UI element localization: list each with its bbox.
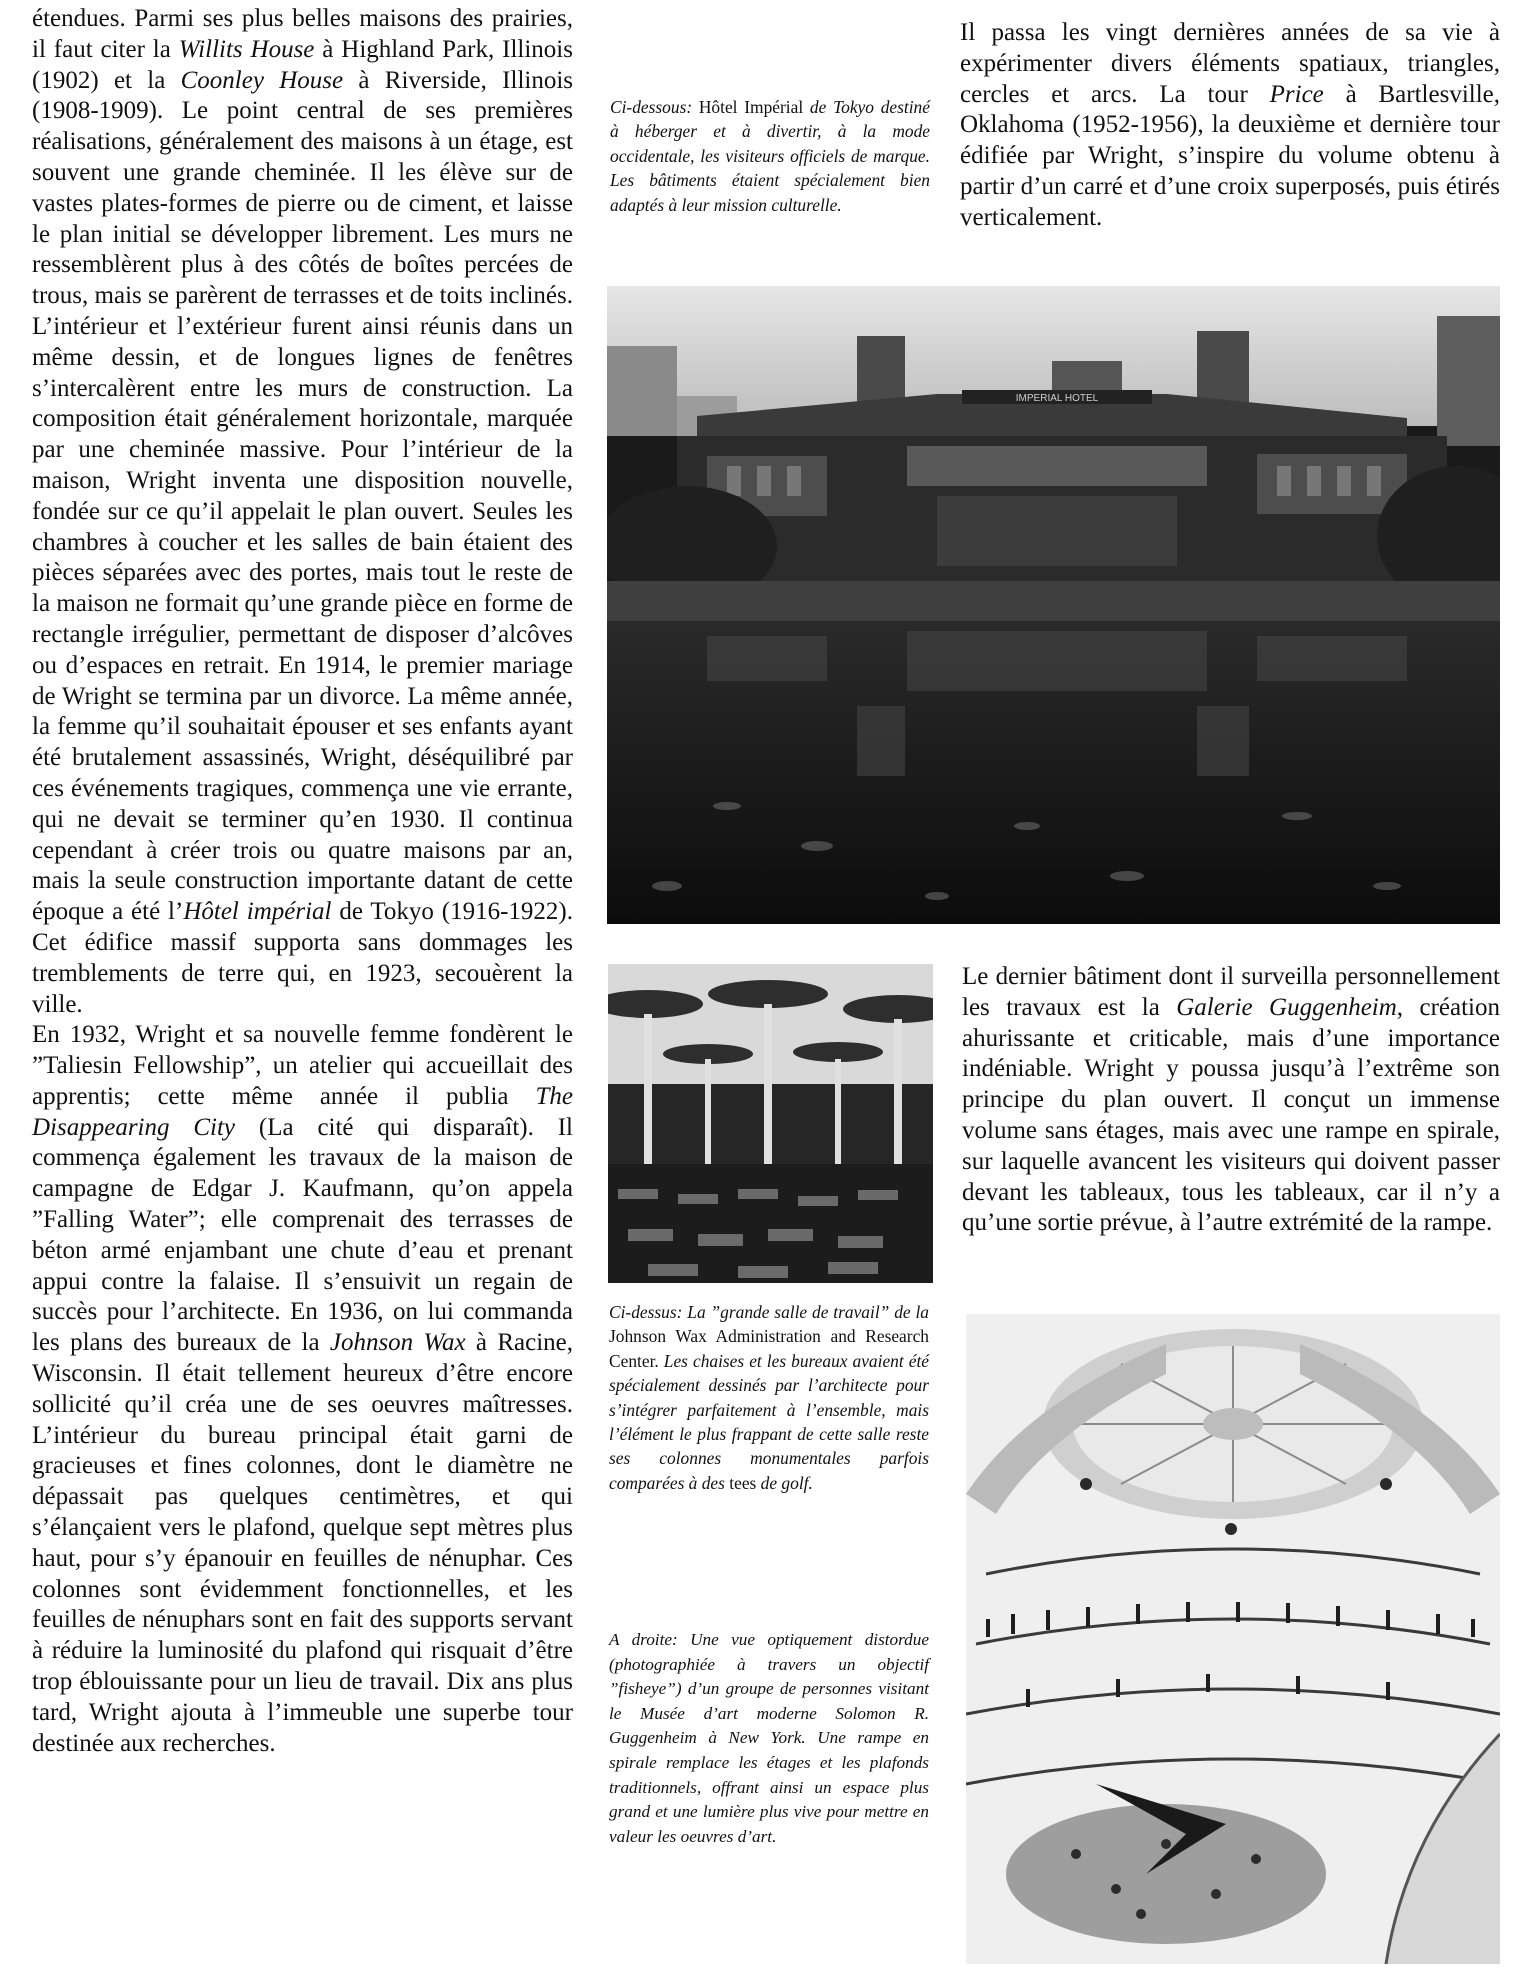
johnson-wax-illustration <box>608 964 933 1283</box>
article-column-right-top <box>960 18 1500 234</box>
photo-johnson-wax-workroom <box>608 964 933 1283</box>
emph-galerie-guggenheim: Galerie Guggenheim <box>1176 993 1397 1021</box>
emph-hotel-imperial: Hôtel impérial <box>183 898 332 926</box>
article-paragraph: Il passa les vingt dernières années de sa vie à expérimenter divers éléments spatiaux, triangles, cercles et arcs. La tour Price à Bartlesville, Oklahoma (1952-1956), la deuxième et dernière tour édifiée par Wright, s’inspire du volume obtenu à partir d’un carré et d’une croix superposés, puis étirés verticalement. <box>960 19 1501 231</box>
caption-johnson-wax: Ci-dessus: La ”grande salle de travail” de la Johnson Wax Administration and Research Center. Les chaises et les bureaux avaient été spécialement dessinés par l’architecte pour s’intégrer parfaitement à l’ensemble, mais l’élément le plus frappant de cette salle reste ses colonnes monumentales parfois comparées à des tees de golf. <box>609 1302 929 1493</box>
emph-willits-house: Willits House <box>178 35 315 63</box>
guggenheim-illustration <box>966 1314 1500 1964</box>
emph-coonley-house: Coonley House <box>180 66 344 94</box>
photo-imperial-hotel <box>607 286 1500 924</box>
article-paragraph: étendues. Parmi ses plus belles maisons des prairies, il faut citer la Willits House à Highland Park, Illinois (1902) et la Coonley House à Riverside, Illinois (1908-1909). Le point central de ses premières réalisations, généralement des maisons à un étage, est souvent une grande cheminée. Il les élève sur de vastes plates-formes de pierre ou de ciment, et laisse le plan initial se développer librement. Les murs ne ressemblèrent plus à des côtés de boîtes percées de trous, mais se parèrent de terrasses et de toits inclinés. L’intérieur et l’extérieur furent ainsi réunis dans un même dessin, et de longues lignes de fenêtres s’intercalèrent entre les murs de construction. La composition était généralement horizontale, marquée par une cheminée massive. Pour l’intérieur de la maison, Wright inventa une disposition nouvelle, fondée sur ce qu’il appelait le plan ouvert. Seules les chambres à coucher et les salles de bain étaient des pièces séparées avec des portes, mais tout le reste de la maison ne formait qu’une grande pièce en forme de rectangle irrégulier, permettant de disposer d’alcôves ou d’espaces en retrait. En 1914, le premier mariage de Wright se termina par un divorce. La même année, la femme qu’il souhaitait épouser et ses enfants ayant été brutalement assassinés, Wright, déséquilibré par ces événements tragiques, commença une vie errante, qui ne devait se terminer qu’en 1930. Il continua cependant à créer trois ou quatre maisons par an, mais la seule construction importante datant de cette époque a été l’Hôtel impérial de Tokyo (1916-1922). Cet édifice massif supporta sans dommages les tremblements de terre qui, en 1923, secouèrent la ville. <box>32 5 574 1018</box>
emph-johnson-wax: Johnson Wax <box>329 1329 466 1357</box>
caption-guggenheim: A droite: Une vue optiquement distordue (photographiée à travers un objectif ”fisheye”) d’un groupe de personnes visitant le Musée d’art moderne Solomon R. Guggenheim à New York. Une rampe en spirale remplace les étages et les plafonds traditionnels, offrant ainsi un espace plus grand et une lumière plus vive pour mettre en valeur les oeuvres d’art. <box>609 1630 929 1846</box>
caption-imperial-hotel: Ci-dessous: Hôtel Impérial de Tokyo destiné à héberger et à divertir, à la mode occidentale, les visiteurs officiels de marque. Les bâtiments étaient spécialement bien adaptés à leur mission culturelle. <box>610 97 930 215</box>
article-column-left <box>32 4 573 1759</box>
emph-price-tower: Price <box>1269 80 1324 108</box>
article-column-right-middle <box>962 962 1500 1239</box>
photo-guggenheim-fisheye <box>966 1314 1500 1964</box>
article-paragraph: Le dernier bâtiment dont il surveilla personnellement les travaux est la Galerie Guggenheim, création ahurissante et criticable, mais d’une importance indéniable. Wright y poussa jusqu’à l’extrême son principe du plan ouvert. Il conçut un immense volume sans étages, mais avec une rampe en spirale, sur laquelle avancent les visiteurs qui doivent passer devant les tableaux, tous les tableaux, car il n’y a qu’une sortie prévue, à l’autre extrémité de la rampe. <box>962 963 1500 1237</box>
hotel-signage: IMPERIAL HOTEL <box>1015 393 1099 404</box>
article-paragraph: En 1932, Wright et sa nouvelle femme fondèrent le ”Taliesin Fellowship”, un atelier qui accueillait des apprentis; cette même année il publia The Disappearing City (La cité qui disparaît). Il commença également les travaux de la maison de campagne de Edgar J. Kaufmann, qu’on appela ”Falling Water”; elle comprenait des terrasses de béton armé enjambant une chute d’eau et prenant appui contre la falaise. Il s’ensuivit un regain de succès pour l’architecte. En 1936, on lui commanda les plans des bureaux de la Johnson Wax à Racine, Wisconsin. Il était tellement heureux d’être encore sollicité qu’il créa une de ses oeuvres maîtresses. L’intérieur du bureau principal était garni de gracieuses et fines colonnes, dont le diamètre ne dépassait pas quelques centimètres, et qui s’élançaient vers le plafond, quelque sept mètres plus haut, pour s’y épanouir en feuilles de nénuphar. Ces colonnes sont évidemment fonctionnelles, et les feuilles de nénuphars sont en fait des supports servant à réduire la luminosité du plafond qui risquait d’être trop éblouissante pour un lieu de travail. Dix ans plus tard, Wright ajouta à l’immeuble une superbe tour destinée aux recherches. <box>32 1021 573 1757</box>
imperial-hotel-illustration <box>607 286 1500 924</box>
emph-disappearing-city: The Disappearing City <box>32 1082 573 1141</box>
